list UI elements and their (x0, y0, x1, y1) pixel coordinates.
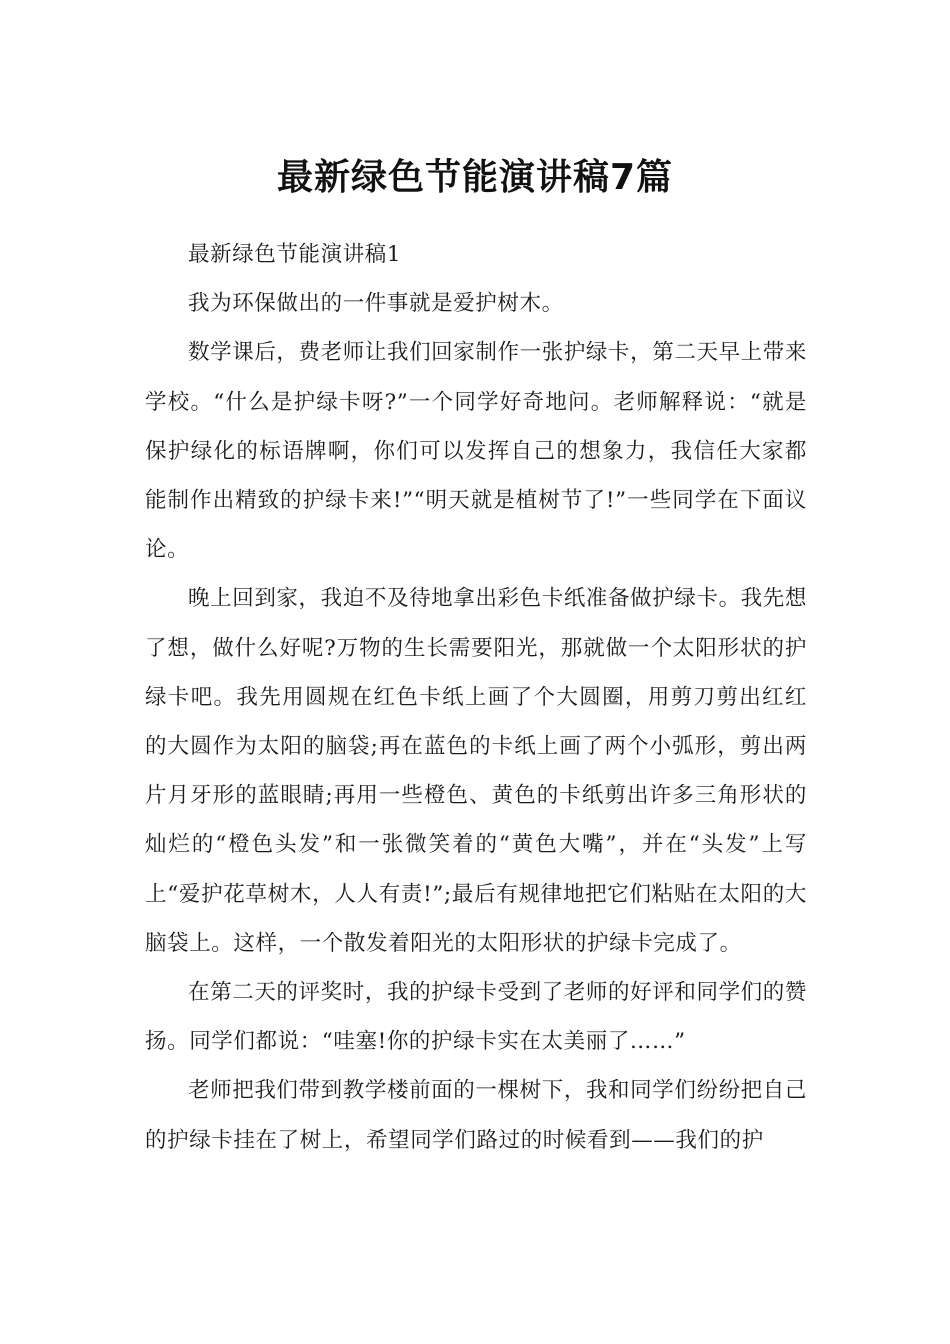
document-title: 最新绿色节能演讲稿7篇 (276, 157, 674, 199)
section-heading: 最新绿色节能演讲稿1 (188, 242, 402, 267)
document-body (145, 230, 807, 1165)
paragraph: 在第二天的评奖时，我的护绿卡受到了老师的好评和同学们的赞扬。同学们都说：“哇塞!你的护绿卡实在太美丽了……” (145, 980, 807, 1055)
paragraph: 老师把我们带到教学楼前面的一棵树下，我和同学们纷纷把自己的护绿卡挂在了树上，希望同学们路过的时候看到——我们的护 (145, 1078, 807, 1153)
paragraph: 我为环保做出的一件事就是爱护树木。 (188, 291, 564, 317)
paragraph: 晚上回到家，我迫不及待地拿出彩色卡纸准备做护绿卡。我先想了想，做什么好呢?万物的生长需要阳光，那就做一个太阳形状的护绿卡吧。我先用圆规在红色卡纸上画了个大圆圈，用剪刀剪出红红的大圆作为太阳的脑袋;再在蓝色的卡纸上画了两个小弧形，剪出两片月牙形的蓝眼睛;再用一些橙色、黄色的卡纸剪出许多三角形状的灿烂的“橙色头发”和一张微笑着的“黄色大嘴”，并在“头发”上写上“爱护花草树木，人人有责!”;最后有规律地把它们粘贴在太阳的大脑袋上。这样，一个散发着阳光的太阳形状的护绿卡完成了。 (145, 586, 807, 956)
paragraph: 数学课后，费老师让我们回家制作一张护绿卡，第二天早上带来学校。“什么是护绿卡呀?”一个同学好奇地问。老师解释说：“就是保护绿化的标语牌啊，你们可以发挥自己的想象力，我信任大家都能制作出精致的护绿卡来!”“明天就是植树节了!”一些同学在下面议论。 (145, 340, 807, 563)
